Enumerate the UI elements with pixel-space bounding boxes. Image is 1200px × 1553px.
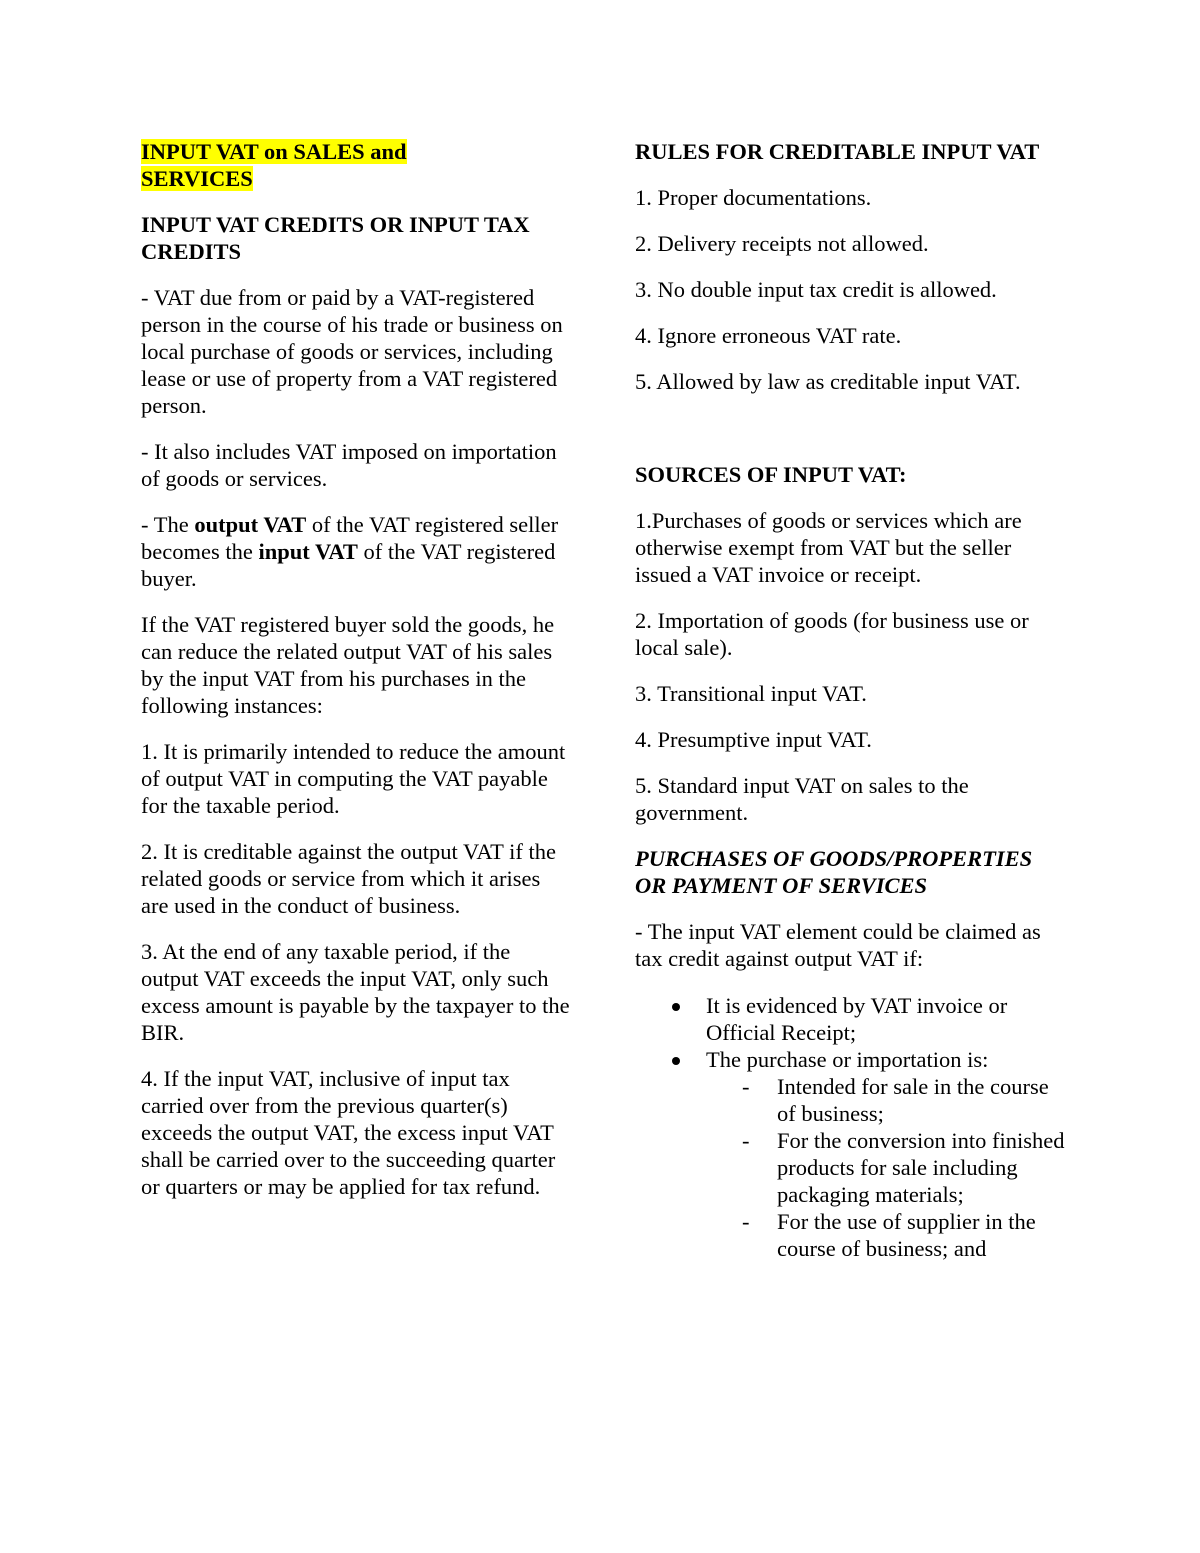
main-title [141,138,573,192]
definition-paragraph: - VAT due from or paid by a VAT-registered person in the course of his trade or business on local purchase of goods or services, including lease or use of property from a VAT registered person. [141,285,563,418]
text-run: of the VAT registered seller becomes the [141,512,559,564]
sub-list-item [706,1208,1065,1262]
sub-list-item-text: Intended for sale in the course of business; [777,1074,1049,1126]
section-heading-input-vat-credits: INPUT VAT CREDITS OR INPUT TAX CREDITS [141,212,530,264]
sub-conditions-list [706,1073,1065,1262]
left-column [141,138,573,1219]
source-item-3: 3. Transitional input VAT. [635,681,867,706]
source-item-2: 2. Importation of goods (for business use or local sale). [635,608,1029,660]
instance-item-4: 4. If the input VAT, inclusive of input tax carried over from the previous quarter(s) exceeds the output VAT, the excess input VAT shall be carried over to the succeeding quarter or quarters or may be applied for tax refund. [141,1066,556,1199]
sub-list-item-text: For the conversion into finished products for sale including packaging materials; [777,1128,1065,1207]
purchases-paragraph: - The input VAT element could be claimed as tax credit against output VAT if: [635,919,1041,971]
list-item-text: The purchase or importation is: [706,1047,989,1072]
instance-item-1: 1. It is primarily intended to reduce the amount of output VAT in computing the VAT payable for the taxable period. [141,739,566,818]
purchases-heading: PURCHASES OF GOODS/PROPERTIES OR PAYMENT OF SERVICES [635,846,1033,898]
conditions-list [635,992,1065,1262]
rule-item-1: 1. Proper documentations. [635,185,872,210]
instances-paragraph: If the VAT registered buyer sold the goods, he can reduce the related output VAT of his sales by the input VAT from his purchases in the following instances: [141,612,555,718]
list-item [635,992,1065,1046]
instance-item-2: 2. It is creditable against the output VAT if the related goods or service from which it arises are used in the conduct of business. [141,839,556,918]
source-item-4: 4. Presumptive input VAT. [635,727,872,752]
text-run: of the VAT registered buyer. [141,539,556,591]
source-item-5: 5. Standard input VAT on sales to the government. [635,773,969,825]
output-input-paragraph [141,511,573,592]
importation-paragraph: - It also includes VAT imposed on importation of goods or services. [141,439,557,491]
rule-item-5: 5. Allowed by law as creditable input VAT. [635,369,1021,394]
rule-item-3: 3. No double input tax credit is allowed. [635,277,997,302]
list-item-text: It is evidenced by VAT invoice or Official Receipt; [706,993,1008,1045]
blank-spacer [635,414,1065,461]
sub-list-item [706,1127,1065,1208]
bullet-icon [672,1003,680,1011]
sub-list-item [706,1073,1065,1127]
sub-list-item-text: For the use of supplier in the course of business; and [777,1209,1036,1261]
source-item-1: 1.Purchases of goods or services which are otherwise exempt from VAT but the seller issued a VAT invoice or receipt. [635,508,1022,587]
bold-term-output-vat: output VAT [194,512,307,537]
rule-item-2: 2. Delivery receipts not allowed. [635,231,929,256]
bold-term-input-vat: input VAT [258,539,358,564]
dash-marker: - [742,1209,750,1234]
text-run: - The [141,512,195,537]
dash-marker: - [742,1128,750,1153]
rules-heading: RULES FOR CREDITABLE INPUT VAT [635,139,1040,164]
dash-marker: - [742,1074,750,1099]
bullet-icon [672,1057,680,1065]
main-title-line1: INPUT VAT on SALES and [141,139,407,164]
list-item [635,1046,1065,1262]
rule-item-4: 4. Ignore erroneous VAT rate. [635,323,902,348]
sources-heading: SOURCES OF INPUT VAT: [635,462,907,487]
instance-item-3: 3. At the end of any taxable period, if the output VAT exceeds the input VAT, only such excess amount is payable by the taxpayer to the BIR. [141,939,570,1045]
right-column [635,138,1065,1262]
main-title-line2: SERVICES [141,166,253,191]
